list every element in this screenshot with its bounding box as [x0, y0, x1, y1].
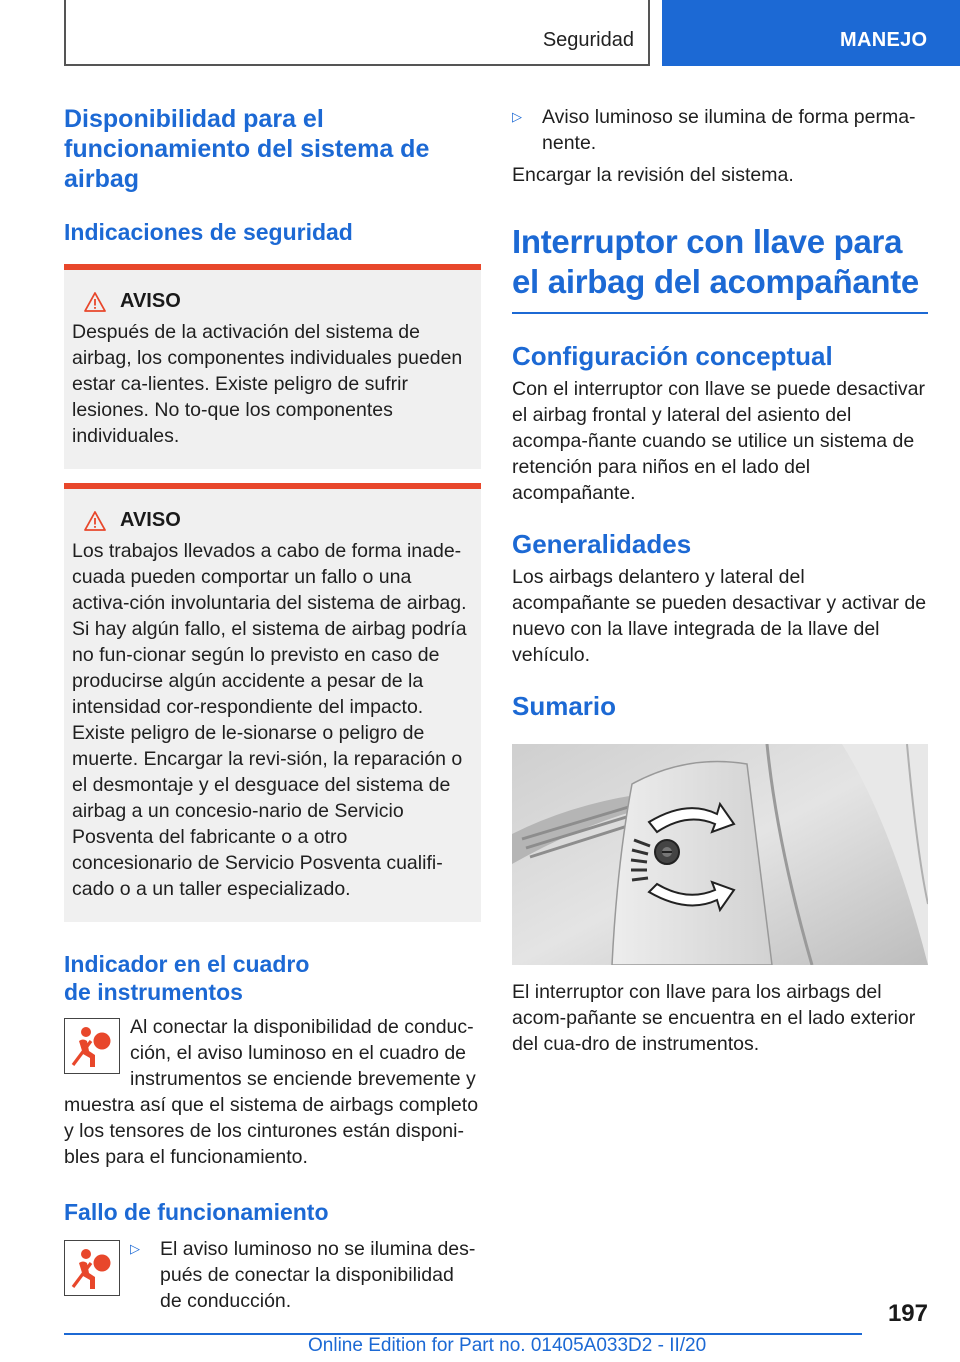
check-text: Encargar la revisión del sistema.: [512, 164, 794, 186]
warning-title-2: [84, 509, 473, 532]
indicator-block: [64, 1014, 481, 1170]
indicator-heading: [64, 950, 481, 1006]
section-title: Disponibilidad para el funcionamiento del sistema de airbag: [64, 105, 430, 193]
header-chapter-tab[interactable]: [662, 0, 960, 66]
footer-edition: Online Edition for Part no. 01405A033D2 - II/20: [308, 1335, 707, 1356]
photo-caption: El interruptor con llave para los airbags del acom-pañante se encuentra en el lado exterior del cua-dro de instrumentos.: [512, 981, 916, 1055]
airbag-warning-light-icon: [64, 1018, 120, 1074]
header-section-title: Seguridad: [542, 29, 634, 51]
header-section-box: [64, 0, 650, 66]
safety-heading: Indicaciones de seguridad: [64, 219, 353, 245]
fault-block: [64, 1236, 481, 1314]
page-number: 197: [887, 1300, 928, 1327]
title-underline: [512, 312, 928, 314]
left-column: [64, 104, 481, 1314]
fault-heading: Fallo de funcionamiento: [64, 1199, 329, 1225]
right-bullet-text: Aviso luminoso se ilumina de forma perma-nente.: [542, 106, 916, 154]
header-chapter-label: MANEJO: [840, 29, 928, 51]
indicator-text-a: Al conectar la disponibilidad de conduc-ción, el aviso luminoso en el cuadro de instrumentos se enciende brevemente y: [130, 1016, 476, 1090]
warning-box-1: [64, 264, 481, 469]
warning-title-1: [84, 290, 473, 313]
summary-heading: Sumario: [512, 691, 617, 721]
warning-text-2: Los trabajos llevados a cabo de forma inade-cuada pueden comportar un fallo o una activa-ción involuntaria del sistema de airbag. Si hay algún fallo, el sistema de airbag podría no fun-cionar según lo previsto en caso de producirse algún accidente a pesar de la intensidad cor-respondiente del impacto. Existe peligro de le-sionarse o peligro de muerte. Encargar la revi-sión, la reparación o el desmontaje y el desguace del sistema de airbag a un concesio-nario de Servicio Posventa del fabricante o a otro concesionario de Servicio Posventa cualifi-cado o a un taller especializado.: [72, 540, 467, 900]
right-column: [512, 104, 928, 1057]
concept-heading: Configuración conceptual: [512, 341, 833, 371]
bullet-triangle-icon: ▷: [512, 109, 522, 124]
airbag-warning-light-icon: [64, 1240, 120, 1296]
key-switch-photo: [512, 744, 928, 965]
indicator-text-b: muestra así que el sistema de airbags completo y los tensores de los cinturones están disponi-bles para el funcionamiento.: [64, 1094, 479, 1168]
switch-title: Interruptor con llave para el airbag del acompañante: [512, 223, 919, 300]
right-bullet-item: [512, 104, 928, 156]
warning-text-1: Después de la activación del sistema de airbag, los componentes individuales pueden estar ca-lientes. Existe peligro de sufrir lesiones. No to-que los componentes individuales.: [72, 321, 463, 447]
concept-text: Con el interruptor con llave se puede desactivar el airbag frontal y lateral del asiento del acompa-ñante cuando se utilice un sistema de retención para niños en el lado del acompañante.: [512, 378, 925, 504]
warning-box-2: [64, 483, 481, 922]
indicator-heading-line-1: Indicador en el cuadro: [64, 951, 310, 977]
bullet-triangle-icon: ▷: [130, 1241, 140, 1256]
warning-triangle-icon: [84, 511, 106, 531]
general-heading: Generalidades: [512, 529, 692, 559]
fault-bullet-item: [64, 1236, 481, 1314]
general-text: Los airbags delantero y lateral del acompañante se pueden desactivar y activar de nuevo con la llave integrada de la llave del vehículo.: [512, 566, 927, 666]
warning-label-1: AVISO: [120, 290, 181, 312]
indicator-heading-line-2: de instrumentos: [64, 979, 243, 1005]
warning-label-2: AVISO: [120, 509, 181, 531]
warning-triangle-icon: [84, 292, 106, 312]
fault-bullet-text: El aviso luminoso no se ilumina des-pués de conectar la disponibilidad de conducción.: [160, 1238, 476, 1312]
